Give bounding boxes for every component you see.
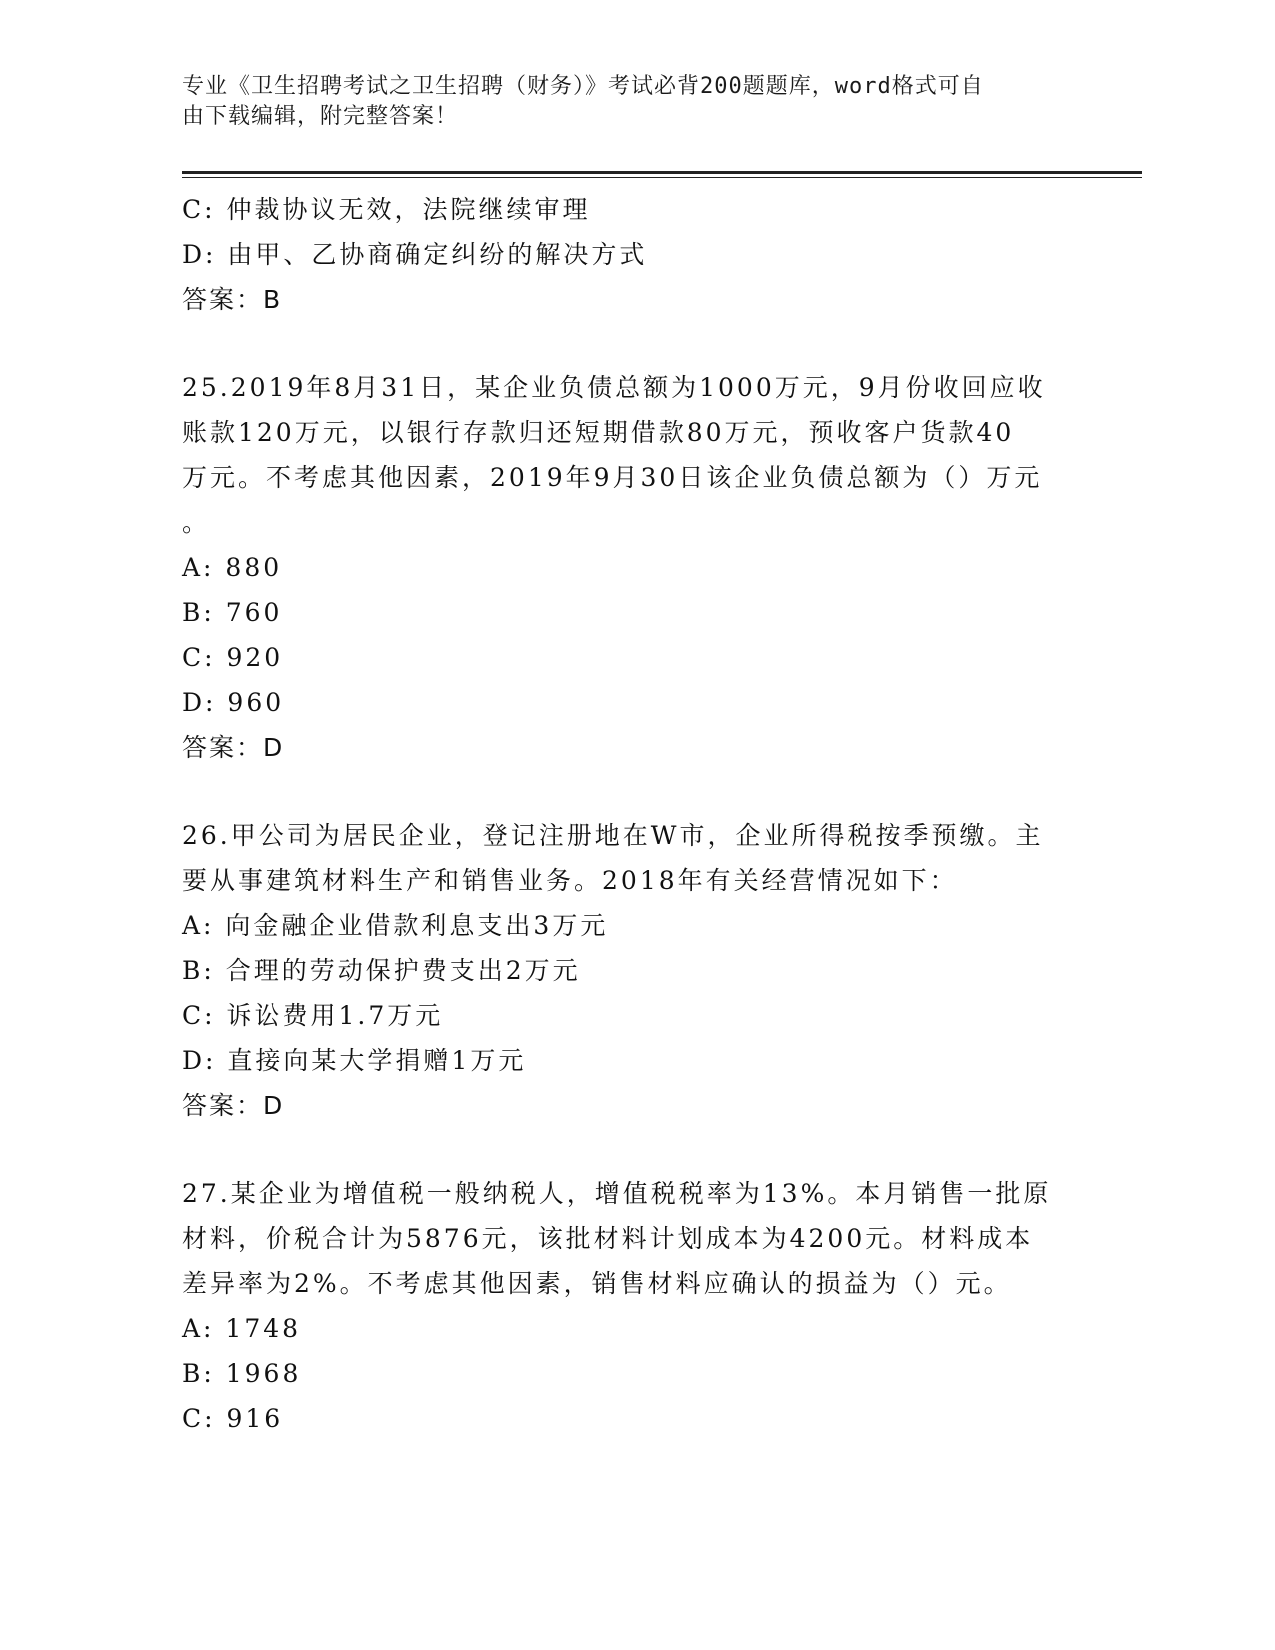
option-a: A: 1748 — [182, 1314, 302, 1343]
option-a: A: 880 — [182, 553, 283, 582]
question-text: 要从事建筑材料生产和销售业务。2018年有关经营情况如下： — [182, 866, 958, 895]
document-header — [182, 72, 1062, 132]
question-text: 差异率为2%。不考虑其他因素，销售材料应确认的损益为（）元。 — [182, 1269, 1012, 1298]
question-text: 26.甲公司为居民企业，登记注册地在W市，企业所得税按季预缴。主 — [182, 821, 1044, 850]
answer: 答案：D — [182, 1091, 285, 1120]
question-text: 27.某企业为增值税一般纳税人，增值税税率为13%。本月销售一批原 — [182, 1179, 1052, 1208]
document-body — [182, 187, 1082, 1441]
option-c: C: 920 — [182, 643, 284, 672]
option-b: B: 合理的劳动保护费支出2万元 — [182, 956, 581, 985]
option-b: B: 760 — [182, 598, 283, 627]
question-24-tail — [182, 187, 1082, 322]
question-26 — [182, 813, 1082, 1128]
option-d: D: 由甲、乙协商确定纠纷的解决方式 — [182, 240, 648, 269]
question-text: 账款120万元，以银行存款归还短期借款80万元，预收客户货款40 — [182, 418, 1015, 447]
option-d: D: 直接向某大学捐赠1万元 — [182, 1046, 527, 1075]
option-a: A: 向金融企业借款利息支出3万元 — [182, 911, 609, 940]
question-27 — [182, 1171, 1082, 1441]
question-text: 25.2019年8月31日，某企业负债总额为1000万元，9月份收回应收 — [182, 373, 1046, 402]
option-c: C: 仲裁协议无效，法院继续审理 — [182, 195, 591, 224]
option-c: C: 诉讼费用1.7万元 — [182, 1001, 444, 1030]
answer: 答案：D — [182, 733, 285, 762]
question-text: 万元。不考虑其他因素，2019年9月30日该企业负债总额为（）万元 — [182, 463, 1043, 492]
option-d: D: 960 — [182, 688, 285, 717]
question-25 — [182, 365, 1082, 770]
header-line: 专业《卫生招聘考试之卫生招聘（财务）》考试必背200题题库，word格式可自 — [182, 74, 984, 99]
option-c: C: 916 — [182, 1404, 284, 1433]
question-text: 材料，价税合计为5876元，该批材料计划成本为4200元。材料成本 — [182, 1224, 1034, 1253]
header-line: 由下载编辑，附完整答案！ — [182, 104, 459, 129]
header-divider-thin — [182, 177, 1142, 178]
question-text: 。 — [182, 508, 211, 537]
header-divider — [182, 171, 1142, 174]
option-b: B: 1968 — [182, 1359, 302, 1388]
answer: 答案：B — [182, 285, 283, 314]
